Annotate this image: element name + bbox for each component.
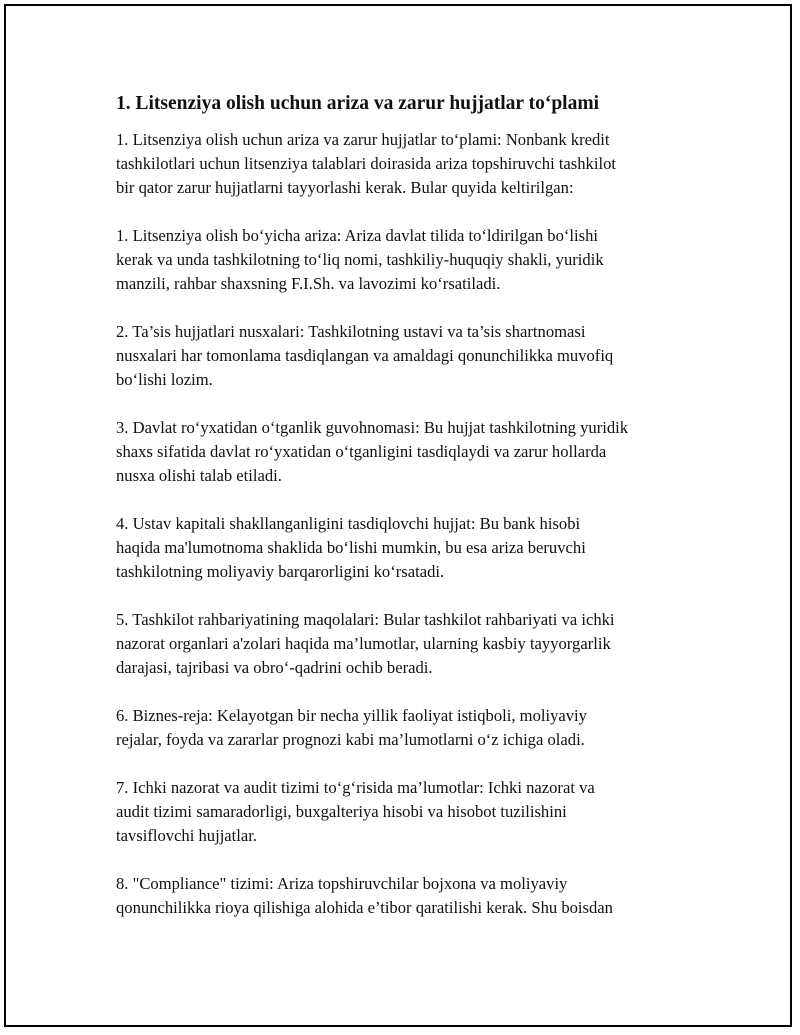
paragraph-line: 6. Biznes-reja: Kelayotgan bir necha yillik faoliyat istiqboli, moliyaviy — [116, 706, 587, 725]
paragraph-item-2 — [116, 320, 696, 392]
paragraph-item-5 — [116, 608, 696, 680]
paragraph-line: 2. Ta’sis hujjatlari nusxalari: Tashkilotning ustavi va ta’sis shartnomasi — [116, 322, 586, 341]
paragraph-line: tashkilotlari uchun litsenziya talablari doirasida ariza topshiruvchi tashkilot — [116, 154, 616, 173]
paragraph-line: kerak va unda tashkilotning to‘liq nomi, tashkiliy-huquqiy shakli, yuridik — [116, 250, 604, 269]
paragraph-line: 5. Tashkilot rahbariyatining maqolalari: Bular tashkilot rahbariyati va ichki — [116, 610, 615, 629]
paragraph-line: nusxalari har tomonlama tasdiqlangan va amaldagi qonunchilikka muvofiq — [116, 346, 614, 365]
document-title: 1. Litsenziya olish uchun ariza va zarur hujjatlar to‘plami — [116, 93, 599, 114]
paragraph-item-6 — [116, 704, 696, 752]
paragraph-line: rejalar, foyda va zararlar prognozi kabi ma’lumotlarni o‘z ichiga oladi. — [116, 730, 585, 749]
paragraph-intro — [116, 128, 696, 200]
paragraph-line: nazorat organlari a'zolari haqida ma’lumotlar, ularning kasbiy tayyorgarlik — [116, 634, 611, 653]
paragraph-line: qonunchilikka rioya qilishiga alohida e’tibor qaratilishi kerak. Shu boisdan — [116, 898, 613, 917]
document-body — [116, 92, 696, 944]
paragraph-line: tavsiflovchi hujjatlar. — [116, 826, 258, 845]
paragraph-line: audit tizimi samaradorligi, buxgalteriya hisobi va hisobot tuzilishini — [116, 802, 567, 821]
paragraph-item-3 — [116, 416, 696, 488]
paragraph-line: nusxa olishi talab etiladi. — [116, 466, 282, 485]
paragraph-line: darajasi, tajribasi va obro‘-qadrini ochib beradi. — [116, 658, 433, 677]
paragraph-item-8 — [116, 872, 696, 920]
paragraph-line: bir qator zarur hujjatlarni tayyorlashi kerak. Bular quyida keltirilgan: — [116, 178, 574, 197]
paragraph-item-7 — [116, 776, 696, 848]
paragraph-line: 7. Ichki nazorat va audit tizimi to‘g‘risida ma’lumotlar: Ichki nazorat va — [116, 778, 595, 797]
paragraph-line: shaxs sifatida davlat ro‘yxatidan o‘tganligini tasdiqlaydi va zarur hollarda — [116, 442, 607, 461]
paragraph-line: manzili, rahbar shaxsning F.I.Sh. va lavozimi ko‘rsatiladi. — [116, 274, 501, 293]
paragraph-item-1 — [116, 224, 696, 296]
paragraph-item-4 — [116, 512, 696, 584]
paragraph-line: tashkilotning moliyaviy barqarorligini ko‘rsatadi. — [116, 562, 445, 581]
paragraph-line: 4. Ustav kapitali shakllanganligini tasdiqlovchi hujjat: Bu bank hisobi — [116, 514, 581, 533]
paragraph-line: 3. Davlat ro‘yxatidan o‘tganlik guvohnomasi: Bu hujjat tashkilotning yuridik — [116, 418, 629, 437]
paragraph-line: 8. "Compliance" tizimi: Ariza topshiruvchilar bojxona va moliyaviy — [116, 874, 568, 893]
paragraph-line: bo‘lishi lozim. — [116, 370, 213, 389]
paragraph-line: 1. Litsenziya olish bo‘yicha ariza: Ariza davlat tilida to‘ldirilgan bo‘lishi — [116, 226, 599, 245]
paragraph-line: haqida ma'lumotnoma shaklida bo‘lishi mumkin, bu esa ariza beruvchi — [116, 538, 586, 557]
paragraph-line: 1. Litsenziya olish uchun ariza va zarur hujjatlar to‘plami: Nonbank kredit — [116, 130, 610, 149]
